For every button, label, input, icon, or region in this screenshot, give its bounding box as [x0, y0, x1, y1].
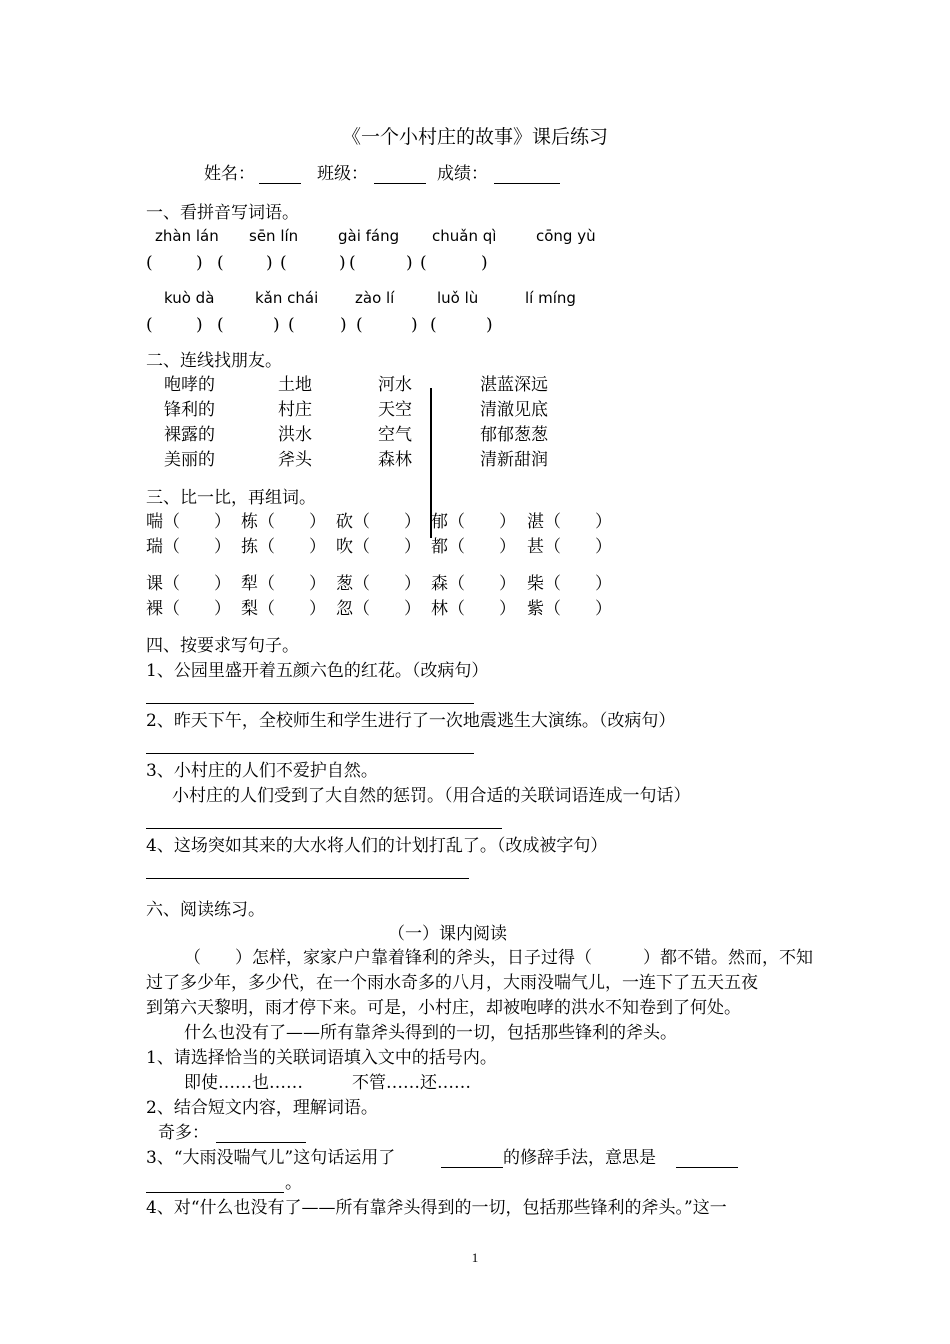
answer-paren[interactable]: （ ） [163, 599, 231, 619]
compare-char: 喘 [146, 512, 163, 532]
answer-paren: ) [273, 315, 280, 335]
answer-paren[interactable]: （ ） [544, 574, 612, 594]
reading-paragraph-line: 过了多少年，多少代，在一个雨水奇多的八月，大雨没喘气儿，一连下了五天五夜 [146, 973, 758, 993]
pinyin: kuò dà [164, 289, 215, 307]
compare-char: 都 [431, 537, 448, 557]
answer-paren[interactable]: （ ） [258, 537, 326, 557]
word-label: 奇多： [158, 1123, 209, 1143]
match-word[interactable]: 锋利的 [164, 400, 215, 420]
answer-paren: ) [486, 315, 493, 335]
answer-paren[interactable]: （ ） [353, 537, 421, 557]
compare-char: 林 [431, 599, 448, 619]
answer-paren[interactable]: （ ） [258, 599, 326, 619]
pinyin: lí míng [525, 289, 576, 307]
answer-paren[interactable]: （ ） [448, 599, 516, 619]
answer-paren[interactable]: （ ） [163, 537, 231, 557]
answer-paren[interactable]: （ ） [258, 512, 326, 532]
compare-char: 犁 [241, 574, 258, 594]
compare-char: 瑞 [146, 537, 163, 557]
match-word[interactable]: 空气 [378, 425, 412, 445]
option-2: 不管……还…… [352, 1073, 471, 1093]
answer-blank[interactable] [216, 1126, 306, 1143]
reading-subheading: （一）课内阅读 [388, 924, 507, 944]
question-3-sentence: 小村庄的人们受到了大自然的惩罚。（用合适的关联词语连成一句话） [172, 786, 691, 806]
answer-paren[interactable]: （ ） [353, 512, 421, 532]
pinyin: gài fáng [338, 227, 400, 245]
compare-char: 柴 [527, 574, 544, 594]
answer-paren[interactable]: ( [217, 253, 224, 273]
answer-paren[interactable]: （ ） [544, 512, 612, 532]
answer-paren[interactable]: （ ） [448, 512, 516, 532]
answer-paren[interactable]: ( [280, 253, 287, 273]
compare-char: 砍 [336, 512, 353, 532]
answer-paren[interactable]: ( [420, 253, 427, 273]
answer-paren: ) [196, 253, 203, 273]
answer-blank[interactable] [676, 1151, 738, 1168]
reading-question-1: 1、请选择恰当的关联词语填入文中的括号内。 [146, 1048, 497, 1068]
reading-question-3-cont: 的修辞手法，意思是 [503, 1148, 656, 1168]
pinyin: cōng yù [536, 227, 596, 245]
compare-char: 课 [146, 574, 163, 594]
period: 。 [285, 1173, 302, 1193]
section2-heading: 二、连线找朋友。 [146, 351, 282, 371]
pinyin: zào lí [355, 289, 395, 307]
compare-char: 忽 [336, 599, 353, 619]
match-word[interactable]: 裸露的 [164, 425, 215, 445]
name-blank[interactable] [259, 167, 301, 184]
reading-paragraph-line: 到第六天黎明，雨才停下来。可是，小村庄，却被咆哮的洪水不知卷到了何处。 [146, 998, 741, 1018]
compare-char: 梨 [241, 599, 258, 619]
match-word[interactable]: 湛蓝深远 [480, 375, 548, 395]
section4-heading: 四、按要求写句子。 [146, 636, 299, 656]
match-word[interactable]: 咆哮的 [164, 375, 215, 395]
name-label: 姓名： [204, 164, 255, 184]
answer-paren: ) [406, 253, 413, 273]
reading-question-4: 4、对“什么也没有了——所有靠斧头得到的一切，包括那些锋利的斧头。”这一 [146, 1198, 727, 1218]
match-word[interactable]: 天空 [378, 400, 412, 420]
match-word[interactable]: 森林 [378, 450, 412, 470]
compare-char: 吹 [336, 537, 353, 557]
compare-char: 郁 [431, 512, 448, 532]
answer-paren: ) [411, 315, 418, 335]
reading-paragraph-line: （ ）怎样，家家户户靠着锋利的斧头，日子过得（ ）都不错。然而，不知 [184, 948, 813, 968]
pinyin: luǒ lù [437, 289, 479, 307]
match-word[interactable]: 清澈见底 [480, 400, 548, 420]
question-3: 3、小村庄的人们不爱护自然。 [146, 761, 378, 781]
compare-char: 葱 [336, 574, 353, 594]
match-word[interactable]: 村庄 [278, 400, 312, 420]
compare-char: 湛 [527, 512, 544, 532]
answer-paren: ) [481, 253, 488, 273]
match-word[interactable]: 美丽的 [164, 450, 215, 470]
answer-paren[interactable]: （ ） [353, 599, 421, 619]
compare-char: 紫 [527, 599, 544, 619]
score-label: 成绩： [437, 164, 488, 184]
question-2: 2、昨天下午，全校师生和学生进行了一次地震逃生大演练。（改病句） [146, 711, 676, 731]
pinyin: zhàn lán [155, 227, 219, 245]
question-1: 1、公园里盛开着五颜六色的红花。（改病句） [146, 661, 489, 681]
section6-heading: 六、阅读练习。 [146, 900, 265, 920]
answer-paren[interactable]: ( [217, 315, 224, 335]
compare-char: 甚 [527, 537, 544, 557]
answer-paren[interactable]: ( [288, 315, 295, 335]
reading-question-3: 3、“大雨没喘气儿”这句话运用了 [146, 1148, 396, 1168]
class-label: 班级： [317, 164, 368, 184]
match-word[interactable]: 土地 [278, 375, 312, 395]
page-number: 1 [471, 1250, 479, 1265]
answer-line[interactable] [146, 753, 474, 754]
answer-paren[interactable]: （ ） [448, 574, 516, 594]
match-word[interactable]: 洪水 [278, 425, 312, 445]
section3-heading: 三、比一比，再组词。 [146, 488, 316, 508]
answer-paren[interactable]: ( [349, 253, 356, 273]
answer-paren[interactable]: （ ） [163, 574, 231, 594]
answer-paren[interactable]: （ ） [544, 537, 612, 557]
match-word[interactable]: 清新甜润 [480, 450, 548, 470]
section1-heading: 一、看拼音写词语。 [146, 203, 299, 223]
pinyin: chuǎn qì [432, 227, 497, 245]
compare-char: 栋 [241, 512, 258, 532]
answer-paren[interactable]: ( [430, 315, 437, 335]
answer-blank[interactable] [441, 1151, 503, 1168]
pinyin: kǎn chái [255, 289, 319, 307]
option-1: 即使……也…… [184, 1073, 303, 1093]
answer-paren[interactable]: ( [146, 315, 153, 335]
match-word[interactable]: 斧头 [278, 450, 312, 470]
page-title: 《一个小村庄的故事》课后练习 [341, 126, 608, 148]
pinyin: sēn lín [249, 227, 299, 245]
compare-char: 森 [431, 574, 448, 594]
answer-line[interactable] [146, 703, 474, 704]
answer-paren[interactable]: （ ） [544, 599, 612, 619]
match-word[interactable]: 河水 [378, 375, 412, 395]
score-blank[interactable] [494, 167, 560, 184]
class-blank[interactable] [374, 167, 426, 184]
answer-paren: ) [266, 253, 273, 273]
reading-paragraph-line: 什么也没有了——所有靠斧头得到的一切，包括那些锋利的斧头。 [184, 1023, 677, 1043]
answer-blank[interactable] [146, 1176, 284, 1193]
answer-paren: ) [340, 315, 347, 335]
compare-char: 裸 [146, 599, 163, 619]
answer-paren[interactable]: （ ） [448, 537, 516, 557]
match-word[interactable]: 郁郁葱葱 [480, 425, 548, 445]
answer-paren[interactable]: （ ） [258, 574, 326, 594]
answer-paren[interactable]: ( [356, 315, 363, 335]
answer-paren: ) [196, 315, 203, 335]
answer-line[interactable] [146, 878, 469, 879]
reading-question-2: 2、结合短文内容，理解词语。 [146, 1098, 378, 1118]
compare-char: 拣 [241, 537, 258, 557]
answer-paren[interactable]: ( [146, 253, 153, 273]
answer-paren[interactable]: （ ） [163, 512, 231, 532]
answer-paren[interactable]: （ ） [353, 574, 421, 594]
answer-paren: ) [339, 253, 346, 273]
answer-line[interactable] [146, 828, 502, 829]
question-4: 4、这场突如其来的大水将人们的计划打乱了。（改成被字句） [146, 836, 608, 856]
